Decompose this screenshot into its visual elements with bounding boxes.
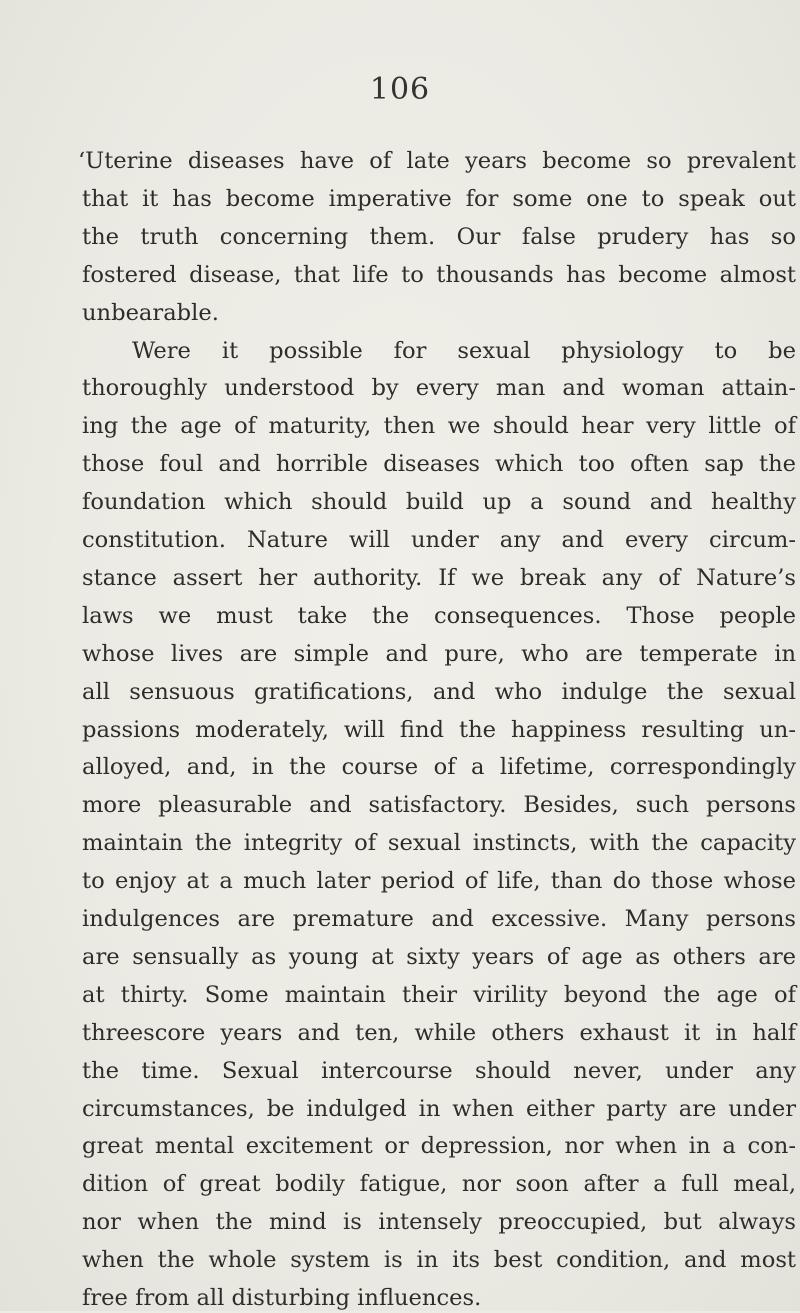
- text-line: circumstances, be indulged in when either party are under: [82, 1095, 796, 1122]
- text-line: those foul and horrible diseases which too often sap the: [82, 451, 796, 478]
- text-line: whose lives are simple and pure, who are temperate in: [82, 640, 796, 667]
- text-line: threescore years and ten, while others exhaust it in half: [82, 1019, 796, 1046]
- text-line: ‘Uterine diseases have of late years become so prevalent: [78, 148, 796, 174]
- text-line: great mental excitement or depression, nor when in a con-: [82, 1133, 796, 1160]
- text-line: more pleasurable and satisfactory. Besides, such persons: [82, 792, 796, 819]
- page-number: 106: [369, 72, 431, 107]
- text-line: fostered disease, that life to thousands has become almost: [82, 261, 796, 288]
- text-line: the truth concerning them. Our false prudery has so: [82, 223, 796, 250]
- text-line: that it has become imperative for some one to speak out: [82, 185, 796, 212]
- text-line: thoroughly understood by every man and woman attain-: [82, 375, 796, 402]
- text-line: indulgences are premature and excessive. Many persons: [82, 906, 796, 932]
- text-line: ing the age of maturity, then we should hear very little of: [82, 413, 796, 440]
- text-line: foundation which should build up a sound and healthy: [82, 489, 796, 516]
- text-line: the time. Sexual intercourse should never, under any: [82, 1057, 796, 1084]
- text-line: constitution. Nature will under any and every circum-: [82, 527, 796, 553]
- text-line: when the whole system is in its best condition, and most: [82, 1247, 796, 1274]
- text-line: stance assert her authority. If we break any of Nature’s: [82, 564, 796, 591]
- text-line: passions moderately, will find the happiness resulting un-: [82, 716, 796, 743]
- text-line: alloyed, and, in the course of a lifetime, correspondingly: [82, 754, 796, 781]
- text-line: Were it possible for sexual physiology to be: [132, 337, 796, 364]
- text-line: to enjoy at a much later period of life, than do those whose: [82, 868, 796, 895]
- text-line: laws we must take the consequences. Those people: [82, 602, 796, 629]
- text-line: unbearable.: [82, 299, 219, 326]
- text-line: at thirty. Some maintain their virility beyond the age of: [82, 981, 796, 1008]
- text-line: maintain the integrity of sexual instincts, with the capacity: [82, 830, 796, 857]
- text-line: are sensually as young at sixty years of age as others are: [82, 943, 796, 970]
- text-line: all sensuous gratifications, and who indulge the sexual: [82, 678, 796, 705]
- text-line: free from all disturbing influences.: [82, 1285, 482, 1311]
- text-line: nor when the mind is intensely preoccupied, but always: [82, 1209, 796, 1236]
- text-line: dition of great bodily fatigue, nor soon after a full meal,: [82, 1171, 796, 1198]
